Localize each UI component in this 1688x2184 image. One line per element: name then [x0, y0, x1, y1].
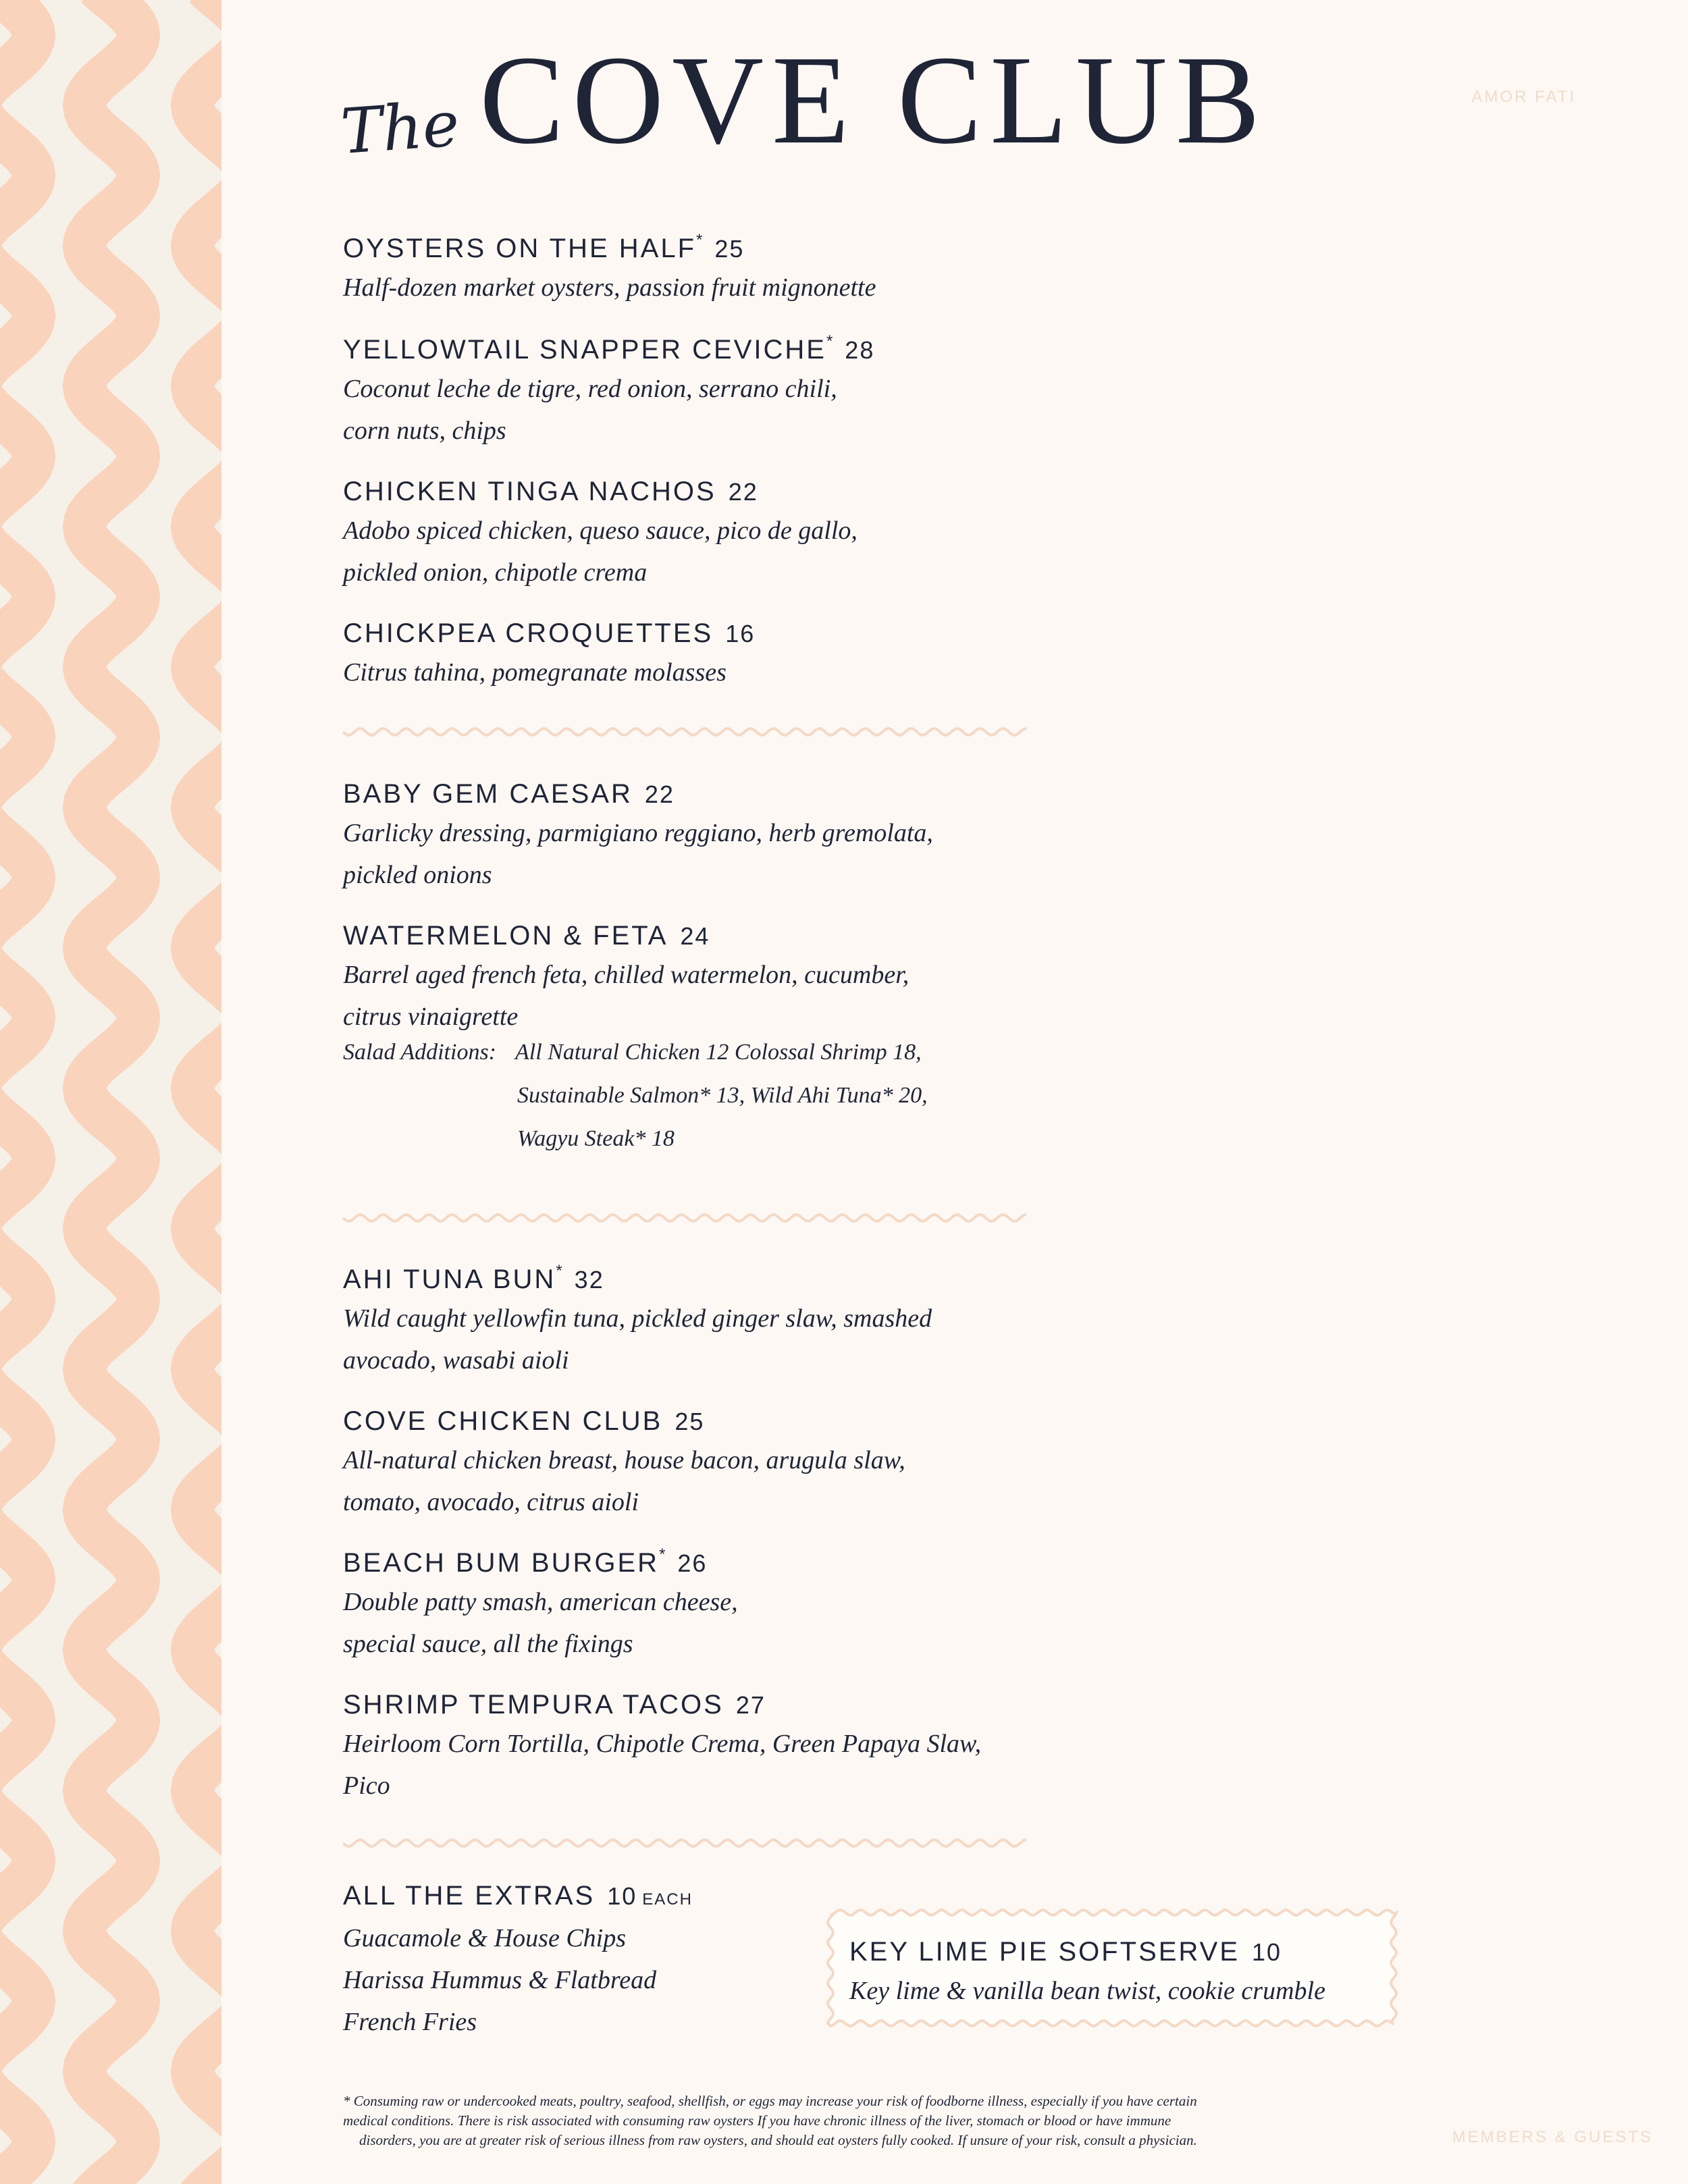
item-price: 27 [735, 1691, 766, 1719]
menu-item [343, 223, 1052, 309]
item-price: 25 [714, 235, 745, 263]
wave-stripes-decoration [0, 0, 223, 2184]
item-description: Citrus tahina, pomegranate molasses [343, 658, 727, 687]
extras-item: Harissa Hummus & Flatbread [343, 1966, 657, 1994]
item-price: 28 [845, 336, 875, 364]
menu-item [343, 1537, 1052, 1665]
item-name: YELLOWTAIL SNAPPER CEVICHE* 28 [343, 332, 875, 365]
dessert-box [825, 1907, 1399, 2029]
item-description: Adobo spiced chicken, queso sauce, pico de gallo, pickled onion, chipotle crema [343, 516, 858, 587]
item-price: 32 [574, 1266, 604, 1294]
menu-item [343, 1254, 1052, 1381]
extras-name: ALL THE EXTRAS 10 EACH [343, 1881, 693, 1911]
menu-item [343, 324, 1052, 452]
item-name: AHI TUNA BUN* 32 [343, 1262, 604, 1294]
menu-item [343, 608, 1052, 693]
item-name: CHICKEN TINGA NACHOS 22 [343, 477, 758, 506]
disclaimer-line: medical conditions. There is risk associated with consuming raw oysters If you have chronic illness of the liver, stomach or blood or have immune [343, 2112, 1171, 2129]
wave-divider [343, 1210, 1028, 1226]
item-name: OYSTERS ON THE HALF* 25 [343, 231, 745, 263]
wave-line [343, 1840, 1026, 1846]
extras-price: 10 [607, 1882, 637, 1910]
dessert-name: KEY LIME PIE SOFTSERVE 10 [849, 1937, 1282, 1967]
item-name: CHICKPEA CROQUETTES 16 [343, 618, 756, 648]
item-price: 22 [728, 478, 758, 506]
menu-item [343, 466, 1052, 593]
item-price: 24 [680, 922, 710, 950]
wave-divider [343, 1835, 1028, 1851]
dessert-description: Key lime & vanilla bean twist, cookie crumble [849, 1977, 1325, 2005]
logo-name: COVE CLUB [479, 29, 1269, 170]
item-description: Double patty smash, american cheese, special sauce, all the fixings [343, 1588, 738, 1658]
salad-additions-line: All Natural Chicken 12 Colossal Shrimp 18, [515, 1040, 922, 1065]
item-description: All-natural chicken breast, house bacon, arugula slaw, tomato, avocado, citrus aioli [343, 1446, 905, 1516]
item-description: Garlicky dressing, parmigiano reggiano, herb gremolata, pickled onions [343, 819, 933, 889]
menu-item [343, 1395, 1052, 1523]
item-description: Half-dozen market oysters, passion fruit mignonette [343, 273, 876, 302]
extras-item: French Fries [343, 2008, 477, 2036]
disclaimer-line: disorders, you are at greater risk of serious illness from raw oysters, and should eat oysters fully cooked. If unsure of your risk, consult a physician. [359, 2132, 1197, 2148]
item-name: COVE CHICKEN CLUB 25 [343, 1406, 705, 1436]
extras-item: Guacamole & House Chips [343, 1924, 627, 1952]
item-price: 22 [644, 780, 675, 808]
corner-motto: AMOR FATI [1471, 88, 1576, 106]
item-name: BEACH BUM BURGER* 26 [343, 1545, 708, 1578]
logo-the: The [338, 88, 462, 168]
extras-each: EACH [642, 1890, 693, 1909]
logo [338, 29, 1269, 170]
salad-additions-line: Sustainable Salmon* 13, Wild Ahi Tuna* 20, [517, 1083, 928, 1108]
wave-line [343, 1215, 1026, 1221]
item-description: Wild caught yellowfin tuna, pickled ginger slaw, smashed avocado, wasabi aioli [343, 1304, 932, 1375]
item-price: 16 [725, 620, 756, 647]
item-description: Barrel aged french feta, chilled watermelon, cucumber, citrus vinaigrette [343, 961, 909, 1031]
item-description: Coconut leche de tigre, red onion, serrano chili, corn nuts, chips [343, 375, 837, 445]
wave-line [343, 728, 1026, 735]
item-name: SHRIMP TEMPURA TACOS 27 [343, 1690, 766, 1720]
item-price: 26 [677, 1549, 708, 1577]
item-price: 25 [675, 1408, 705, 1435]
menu-item [343, 1679, 1052, 1807]
dessert-price: 10 [1252, 1938, 1282, 1966]
item-name: WATERMELON & FETA 24 [343, 921, 710, 951]
wave-divider [343, 724, 1028, 740]
disclaimer-line: * Consuming raw or undercooked meats, poultry, seafood, shellfish, or eggs may increase your risk of foodborne illness, especially if you have certain [343, 2093, 1197, 2109]
disclaimer [343, 2092, 1349, 2150]
menu-item [343, 768, 1052, 896]
item-description: Heirloom Corn Tortilla, Chipotle Crema, Green Papaya Slaw, Pico [343, 1730, 982, 1800]
salad-additions-line: Wagyu Steak* 18 [517, 1126, 675, 1151]
menu-item [343, 910, 1052, 1038]
salad-additions-label: Salad Additions: [343, 1040, 496, 1065]
item-name: BABY GEM CAESAR 22 [343, 779, 675, 809]
corner-members: MEMBERS & GUESTS [1452, 2128, 1653, 2146]
